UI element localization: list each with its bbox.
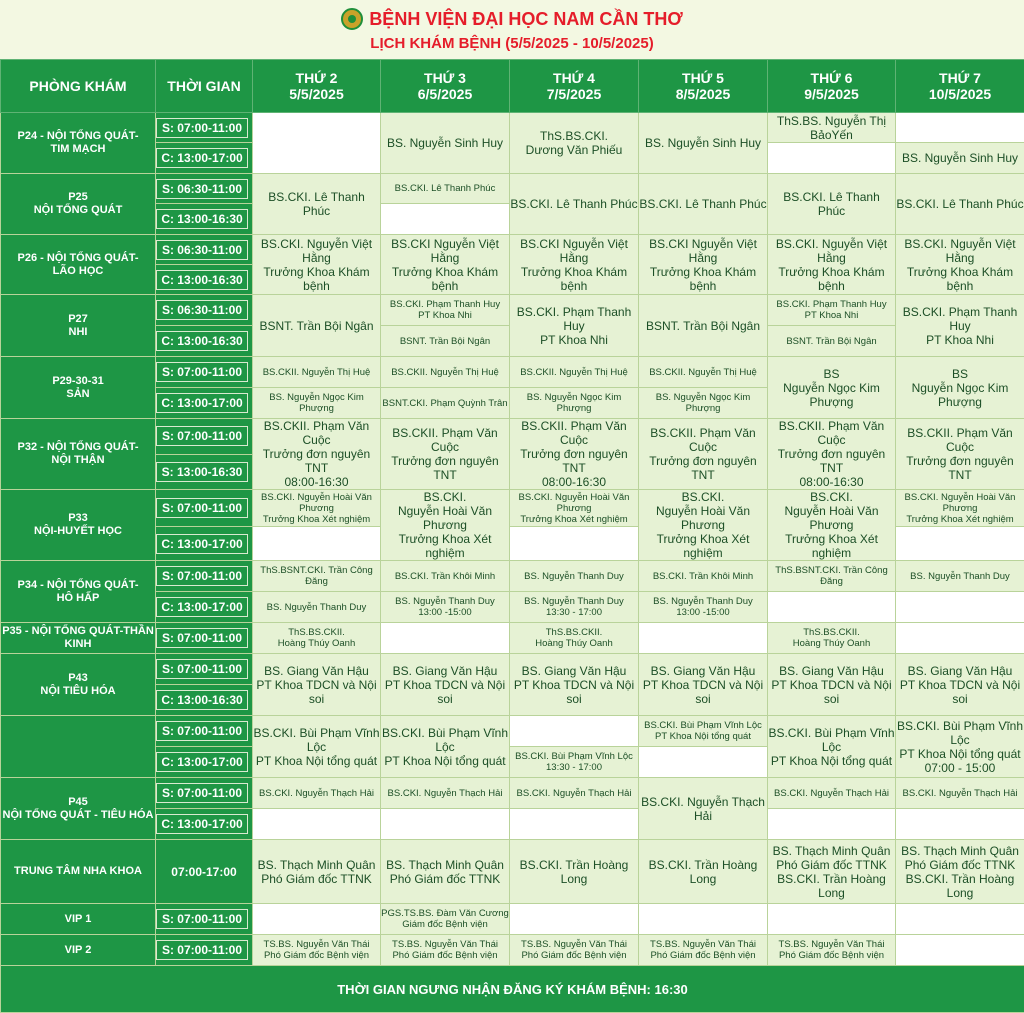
schedule-cell: BS. Giang Văn Hậu PT Khoa TDCN và Nội soi xyxy=(381,654,510,716)
time-slot: S: 13:00-16:30 xyxy=(156,454,253,490)
schedule-table xyxy=(0,59,1024,1013)
schedule-cell: BS.CKII. Phạm Văn Cuộc Trưởng đơn nguyên TNT xyxy=(639,419,768,490)
day-header-wed: THỨ 4 7/5/2025 xyxy=(510,60,639,113)
schedule-cell: BS.CKI. Trần Khôi Minh xyxy=(639,561,768,592)
time-slot: C: 13:00-16:30 xyxy=(156,204,253,235)
schedule-cell: BS.CKI. Trần Hoàng Long xyxy=(510,840,639,904)
table-row xyxy=(1,357,1024,388)
schedule-cell: ThS.BS. Nguyễn Thị BảoYến xyxy=(768,113,896,143)
schedule-cell: BS.CKI. Nguyễn Hoài Văn Phương Trưởng Khoa Xét nghiệm xyxy=(510,490,639,527)
schedule-cell: ThS.BS.CKI. Dương Văn Phiếu xyxy=(510,113,639,174)
schedule-cell: BS.CKI. Nguyễn Thạch Hải xyxy=(381,778,510,809)
schedule-cell: BS.CKI. Nguyễn Thạch Hải xyxy=(896,778,1024,809)
schedule-cell: BS. Thạch Minh Quân Phó Giám đốc TTNK xyxy=(381,840,510,904)
schedule-cell xyxy=(896,904,1024,935)
room-label: P26 - NỘI TỔNG QUÁT- LÃO HỌC xyxy=(1,235,156,295)
time-slot: S: 07:00-11:00 xyxy=(156,490,253,527)
room-label xyxy=(1,716,156,778)
schedule-cell: BS.CKI. Bùi Phạm Vĩnh Lộc PT Khoa Nội tổng quát 07:00 - 15:00 xyxy=(896,716,1024,778)
schedule-cell: BS.CKI. Lê Thanh Phúc xyxy=(381,174,510,204)
schedule-cell: BS. Giang Văn Hậu PT Khoa TDCN và Nội soi xyxy=(510,654,639,716)
room-label: P45 NỘI TỔNG QUÁT - TIÊU HÓA xyxy=(1,778,156,840)
time-slot: S: 07:00-11:00 xyxy=(156,357,253,388)
room-label: VIP 1 xyxy=(1,904,156,935)
table-row xyxy=(1,935,1024,966)
schedule-cell: ThS.BSNT.CKI. Trần Công Đăng xyxy=(768,561,896,592)
day-header-thu: THỨ 5 8/5/2025 xyxy=(639,60,768,113)
table-row xyxy=(1,904,1024,935)
room-label: P25 NỘI TỔNG QUÁT xyxy=(1,174,156,235)
schedule-cell: BS.CKI. Bùi Phạm Vĩnh Lộc PT Khoa Nội tổng quát xyxy=(381,716,510,778)
schedule-cell: BS. Thạch Minh Quân Phó Giám đốc TTNK BS.CKI. Trần Hoàng Long xyxy=(768,840,896,904)
time-slot: C: 13:00-16:30 xyxy=(156,326,253,357)
schedule-cell: BS. Giang Văn Hậu PT Khoa TDCN và Nội soi xyxy=(253,654,381,716)
schedule-cell: BS. Nguyễn Ngọc Kim Phượng xyxy=(253,388,381,419)
schedule-cell: TS.BS. Nguyễn Văn Thái Phó Giám đốc Bệnh viện xyxy=(253,935,381,966)
schedule-cell: BS. Thạch Minh Quân Phó Giám đốc TTNK xyxy=(253,840,381,904)
schedule-cell: BS.CKI. Bùi Phạm Vĩnh Lộc 13:30 - 17:00 xyxy=(510,747,639,778)
schedule-cell: BS.CKI Nguyễn Việt Hằng Trưởng Khoa Khám bệnh xyxy=(639,235,768,295)
time-slot: S: 06:30-11:00 xyxy=(156,295,253,326)
schedule-cell: BS. Giang Văn Hậu PT Khoa TDCN và Nội soi xyxy=(768,654,896,716)
schedule-cell xyxy=(253,809,381,840)
time-slot: C: 13:00-17:00 xyxy=(156,809,253,840)
time-slot: S: 07:00-11:00 xyxy=(156,561,253,592)
schedule-cell: BS.CKI Nguyễn Việt Hằng Trưởng Khoa Khám bệnh xyxy=(381,235,510,295)
schedule-cell: BS.CKI. Nguyễn Việt Hằng Trưởng Khoa Khám bệnh xyxy=(768,235,896,295)
schedule-cell: BS.CKI. Phạm Thanh Huy PT Khoa Nhi xyxy=(381,295,510,326)
schedule-cell: BS.CKI Nguyễn Việt Hằng Trưởng Khoa Khám bệnh xyxy=(510,235,639,295)
schedule-cell: BS. Nguyễn Sinh Huy xyxy=(381,113,510,174)
schedule-cell: BS.CKII. Nguyễn Thị Huệ xyxy=(639,357,768,388)
schedule-cell xyxy=(381,809,510,840)
time-slot: C: 13:00-16:30 xyxy=(156,265,253,295)
schedule-cell xyxy=(896,592,1024,623)
time-slot: S: 06:30-11:00 xyxy=(156,235,253,265)
time-slot: S: 07:00-11:00 xyxy=(156,904,253,935)
time-slot: S: 06:30-11:00 xyxy=(156,174,253,204)
table-row xyxy=(1,654,1024,685)
schedule-cell xyxy=(639,623,768,654)
schedule-cell: BS.CKI. Nguyễn Hoài Văn Phương Trưởng Khoa Xét nghiệm xyxy=(768,490,896,561)
schedule-title: LỊCH KHÁM BỆNH (5/5/2025 - 10/5/2025) xyxy=(0,35,1024,52)
time-slot: C: 13:00-17:00 xyxy=(156,388,253,419)
schedule-cell: BS. Nguyễn Thanh Duy xyxy=(510,561,639,592)
schedule-cell xyxy=(768,904,896,935)
schedule-cell: PGS.TS.BS. Đàm Văn Cương Giám đốc Bệnh viện xyxy=(381,904,510,935)
table-row xyxy=(1,419,1024,455)
room-label: P33 NỘI-HUYẾT HỌC xyxy=(1,490,156,561)
room-label: P27 NHI xyxy=(1,295,156,357)
schedule-cell xyxy=(896,809,1024,840)
schedule-cell xyxy=(510,904,639,935)
schedule-cell: BS.CKII. Nguyễn Thị Huệ xyxy=(510,357,639,388)
schedule-cell xyxy=(253,904,381,935)
schedule-cell xyxy=(510,527,639,561)
room-label: P35 - NỘI TỔNG QUÁT-THẦN KINH xyxy=(1,623,156,654)
time-slot: C: 13:00-17:00 xyxy=(156,747,253,778)
schedule-cell: BSNT. Trần Bội Ngân xyxy=(768,326,896,357)
schedule-cell: BS.CKI. Nguyễn Hoài Văn Phương Trưởng Khoa Xét nghiệm xyxy=(253,490,381,527)
room-label: P32 - NỘI TỔNG QUÁT- NỘI THẬN xyxy=(1,419,156,490)
table-row xyxy=(1,295,1024,326)
time-column-header: THỜI GIAN xyxy=(156,60,253,113)
schedule-cell: TS.BS. Nguyễn Văn Thái Phó Giám đốc Bệnh viện xyxy=(381,935,510,966)
schedule-cell xyxy=(639,747,768,778)
table-row xyxy=(1,716,1024,747)
schedule-cell: BS. Giang Văn Hậu PT Khoa TDCN và Nội soi xyxy=(639,654,768,716)
schedule-cell xyxy=(510,809,639,840)
schedule-cell: BS.CKI. Nguyễn Thạch Hải xyxy=(639,778,768,840)
schedule-cell: BS.CKII. Phạm Văn Cuộc Trưởng đơn nguyên TNT 08:00-16:30 xyxy=(510,419,639,490)
schedule-cell xyxy=(639,904,768,935)
schedule-cell: BS.CKII. Phạm Văn Cuộc Trưởng đơn nguyên TNT 08:00-16:30 xyxy=(768,419,896,490)
schedule-cell: BS.CKI. Lê Thanh Phúc xyxy=(253,174,381,235)
registration-cutoff-note: THỜI GIAN NGƯNG NHẬN ĐĂNG KÝ KHÁM BỆNH: 16:30 xyxy=(1,966,1024,1013)
room-label: TRUNG TÂM NHA KHOA xyxy=(1,840,156,904)
schedule-cell: BS.CKII. Nguyễn Thị Huệ xyxy=(253,357,381,388)
schedule-cell: BS. Nguyễn Ngọc Kim Phượng xyxy=(510,388,639,419)
schedule-cell: BS.CKI. Phạm Thanh Huy PT Khoa Nhi xyxy=(896,295,1024,357)
schedule-cell: TS.BS. Nguyễn Văn Thái Phó Giám đốc Bệnh viện xyxy=(510,935,639,966)
schedule-cell xyxy=(896,935,1024,966)
time-slot: S: 07:00-11:00 xyxy=(156,419,253,455)
schedule-cell xyxy=(381,623,510,654)
time-slot: S: 07:00-11:00 xyxy=(156,935,253,966)
schedule-cell: BS.CKI. Nguyễn Thạch Hải xyxy=(253,778,381,809)
schedule-cell xyxy=(768,809,896,840)
room-label: P43 NỘI TIÊU HÓA xyxy=(1,654,156,716)
schedule-cell xyxy=(896,527,1024,561)
schedule-cell: BS.CKI. Nguyễn Thạch Hải xyxy=(768,778,896,809)
schedule-cell: BS Nguyễn Ngọc Kim Phượng xyxy=(896,357,1024,419)
table-row xyxy=(1,235,1024,265)
room-label: P34 - NỘI TỔNG QUÁT- HÔ HẤP xyxy=(1,561,156,623)
schedule-cell: BS.CKI. Lê Thanh Phúc xyxy=(510,174,639,235)
schedule-cell: BS.CKI. Bùi Phạm Vĩnh Lộc PT Khoa Nội tổng quát xyxy=(768,716,896,778)
time-slot: S: 07:00-11:00 xyxy=(156,654,253,685)
hospital-logo-icon xyxy=(341,8,363,30)
schedule-cell: BS.CKI. Phạm Thanh Huy PT Khoa Nhi xyxy=(768,295,896,326)
schedule-cell: BS.CKI. Bùi Phạm Vĩnh Lộc PT Khoa Nội tổng quát xyxy=(253,716,381,778)
schedule-cell: BSNT.CKI. Phạm Quỳnh Trân xyxy=(381,388,510,419)
day-header-fri: THỨ 6 9/5/2025 xyxy=(768,60,896,113)
schedule-cell: BS. Thạch Minh Quân Phó Giám đốc TTNK BS.CKI. Trần Hoàng Long xyxy=(896,840,1024,904)
schedule-cell: BS. Nguyễn Thanh Duy 13:00 -15:00 xyxy=(639,592,768,623)
day-header-sat: THỨ 7 10/5/2025 xyxy=(896,60,1024,113)
schedule-cell: BS.CKII. Phạm Văn Cuộc Trưởng đơn nguyên TNT 08:00-16:30 xyxy=(253,419,381,490)
schedule-cell: BSNT. Trần Bội Ngân xyxy=(381,326,510,357)
schedule-cell xyxy=(253,113,381,174)
schedule-cell: BS Nguyễn Ngọc Kim Phượng xyxy=(768,357,896,419)
table-row xyxy=(1,113,1024,143)
schedule-cell: BS. Nguyễn Thanh Duy 13:00 -15:00 xyxy=(381,592,510,623)
schedule-cell xyxy=(381,204,510,235)
schedule-cell: BS.CKII. Phạm Văn Cuộc Trưởng đơn nguyên TNT xyxy=(381,419,510,490)
schedule-cell: BS.CKII. Nguyễn Thị Huệ xyxy=(381,357,510,388)
schedule-cell xyxy=(253,527,381,561)
schedule-cell: TS.BS. Nguyễn Văn Thái Phó Giám đốc Bệnh viện xyxy=(768,935,896,966)
schedule-cell: BSNT. Trần Bội Ngân xyxy=(253,295,381,357)
schedule-cell: BS.CKI. Bùi Phạm Vĩnh Lộc PT Khoa Nội tổng quát xyxy=(639,716,768,747)
schedule-cell: BS.CKI. Nguyễn Thạch Hải xyxy=(510,778,639,809)
schedule-cell: BS.CKI. Trần Khôi Minh xyxy=(381,561,510,592)
schedule-cell: ThS.BS.CKII. Hoàng Thúy Oanh xyxy=(510,623,639,654)
time-slot: S: 07:00-11:00 xyxy=(156,113,253,143)
schedule-cell: BS.CKI. Nguyễn Hoài Văn Phương Trưởng Khoa Xét nghiệm xyxy=(639,490,768,561)
hospital-name: BỆNH VIỆN ĐẠI HỌC NAM CẦN THƠ xyxy=(369,9,682,29)
table-row xyxy=(1,623,1024,654)
schedule-cell xyxy=(768,592,896,623)
schedule-cell: BS.CKI. Lê Thanh Phúc xyxy=(896,174,1024,235)
time-slot: C: 13:00-17:00 xyxy=(156,527,253,561)
schedule-cell xyxy=(768,143,896,174)
schedule-cell: BS.CKI. Lê Thanh Phúc xyxy=(768,174,896,235)
time-slot: C: 13:00-17:00 xyxy=(156,143,253,174)
table-row xyxy=(1,778,1024,809)
schedule-cell: ThS.BS.CKII. Hoàng Thúy Oanh xyxy=(768,623,896,654)
schedule-cell: BS.CKI. Nguyễn Hoài Văn Phương Trưởng Khoa Xét nghiệm xyxy=(381,490,510,561)
time-slot: S: 07:00-11:00 xyxy=(156,778,253,809)
schedule-cell: TS.BS. Nguyễn Văn Thái Phó Giám đốc Bệnh viện xyxy=(639,935,768,966)
table-row xyxy=(1,966,1024,1013)
schedule-cell: BS.CKII. Phạm Văn Cuộc Trưởng đơn nguyên TNT xyxy=(896,419,1024,490)
hospital-title xyxy=(0,8,1024,30)
schedule-cell: BS. Nguyễn Thanh Duy xyxy=(253,592,381,623)
schedule-cell: BS. Nguyễn Thanh Duy 13:30 - 17:00 xyxy=(510,592,639,623)
schedule-cell: BSNT. Trần Bội Ngân xyxy=(639,295,768,357)
schedule-cell: BS.CKI. Trần Hoàng Long xyxy=(639,840,768,904)
day-header-mon: THỨ 2 5/5/2025 xyxy=(253,60,381,113)
day-header-tue: THỨ 3 6/5/2025 xyxy=(381,60,510,113)
table-row xyxy=(1,561,1024,592)
header xyxy=(0,0,1024,59)
schedule-cell xyxy=(896,623,1024,654)
schedule-cell: BS. Nguyễn Ngọc Kim Phượng xyxy=(639,388,768,419)
room-label: VIP 2 xyxy=(1,935,156,966)
schedule-cell: ThS.BSNT.CKI. Trần Công Đăng xyxy=(253,561,381,592)
time-slot: S: 07:00-11:00 xyxy=(156,716,253,747)
schedule-cell xyxy=(896,113,1024,143)
schedule-cell: BS.CKI. Nguyễn Việt Hằng Trưởng Khoa Khám bệnh xyxy=(896,235,1024,295)
schedule-cell: BS.CKI. Phạm Thanh Huy PT Khoa Nhi xyxy=(510,295,639,357)
schedule-cell: BS. Nguyễn Sinh Huy xyxy=(639,113,768,174)
room-label: P29-30-31 SẢN xyxy=(1,357,156,419)
schedule-cell: BS.CKI. Lê Thanh Phúc xyxy=(639,174,768,235)
schedule-cell: ThS.BS.CKII. Hoàng Thúy Oanh xyxy=(253,623,381,654)
time-slot: S: 07:00-11:00 xyxy=(156,623,253,654)
time-slot: 07:00-17:00 xyxy=(156,840,253,904)
time-slot: C: 13:00-17:00 xyxy=(156,592,253,623)
room-column-header: PHÒNG KHÁM xyxy=(1,60,156,113)
schedule-cell: BS.CKI. Nguyễn Hoài Văn Phương Trưởng Khoa Xét nghiệm xyxy=(896,490,1024,527)
schedule-cell xyxy=(510,716,639,747)
table-row xyxy=(1,490,1024,527)
table-row xyxy=(1,174,1024,204)
schedule-cell: BS. Nguyễn Thanh Duy xyxy=(896,561,1024,592)
schedule-cell: BS. Nguyễn Sinh Huy xyxy=(896,143,1024,174)
schedule-cell: BS. Giang Văn Hậu PT Khoa TDCN và Nội soi xyxy=(896,654,1024,716)
time-slot: C: 13:00-16:30 xyxy=(156,685,253,716)
table-row xyxy=(1,840,1024,904)
schedule-cell: BS.CKI. Nguyễn Việt Hằng Trưởng Khoa Khám bệnh xyxy=(253,235,381,295)
room-label: P24 - NỘI TỔNG QUÁT- TIM MẠCH xyxy=(1,113,156,174)
